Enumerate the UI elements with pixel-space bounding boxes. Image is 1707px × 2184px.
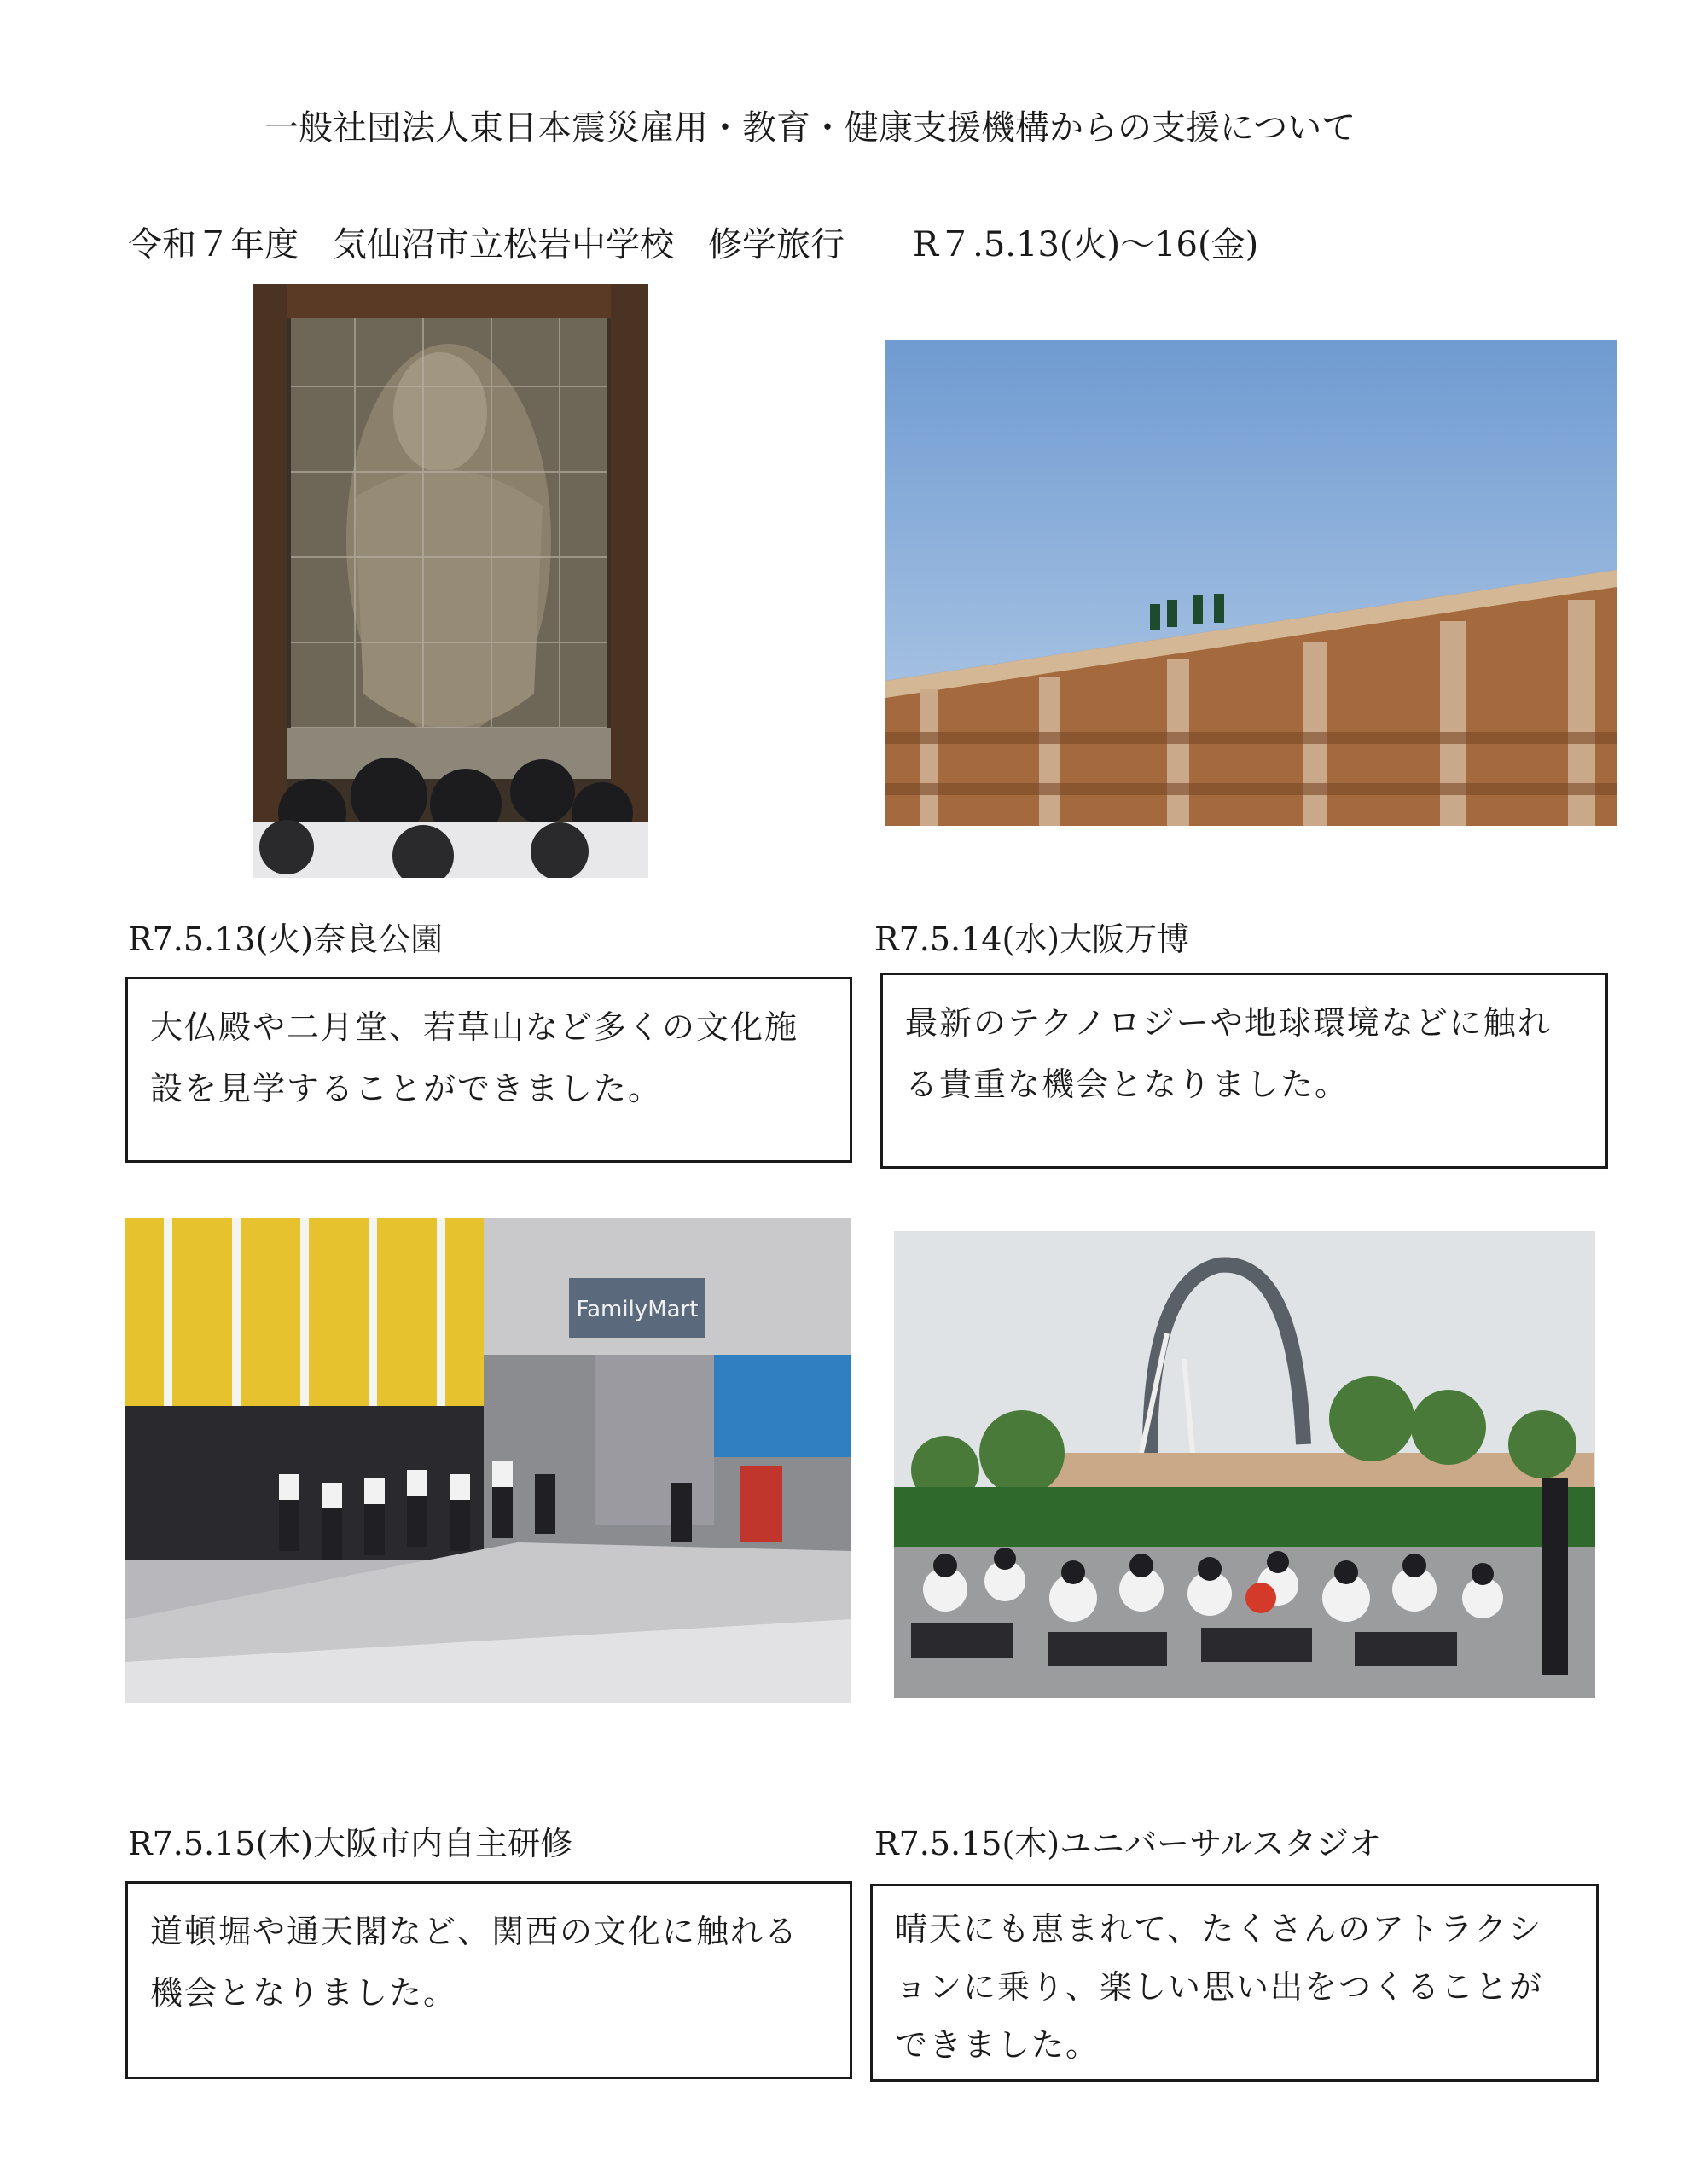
textbox-usj [870, 1884, 1599, 2082]
caption-expo: R7.5.14(水)大阪万博 [874, 921, 1190, 958]
familymart-sign: FamilyMart [576, 1297, 699, 1322]
caption-usj: R7.5.15(木)ユニバーサルスタジオ [874, 1825, 1382, 1862]
trip-dates: R７.5.13(火)～16(金) [913, 225, 1259, 264]
trip-name: 令和７年度 気仙沼市立松岩中学校 修学旅行 [128, 225, 845, 264]
text-osaka-city: 道頓堀や通天閣など、関西の文化に触れる機会となりました。 [150, 1913, 799, 2012]
trip-subtitle [128, 218, 1258, 266]
roller-coaster-students-photo [894, 1231, 1595, 1698]
expo-grand-ring-photo [885, 340, 1617, 826]
text-nara: 大仏殿や二月堂、若草山など多くの文化施設を見学することができました。 [150, 1008, 799, 1107]
textbox-osaka-city [125, 1881, 852, 2079]
nio-guardian-statue-photo [253, 284, 648, 878]
caption-nara: R7.5.13(火)奈良公園 [128, 921, 444, 958]
textbox-nara [125, 977, 852, 1163]
osaka-street-students-photo [125, 1218, 851, 1703]
page-title: 一般社団法人東日本震災雇用・教育・健康支援機構からの支援について [264, 108, 1356, 148]
caption-osaka-city: R7.5.15(木)大阪市内自主研修 [128, 1825, 573, 1862]
text-expo: 最新のテクノロジーや地球環境などに触れる貴重な機会となりました。 [905, 1004, 1552, 1103]
textbox-expo [880, 973, 1608, 1169]
text-usj: 晴天にも恵まれて、たくさんのアトラクションに乗り、楽しい思い出をつくることができました。 [895, 1910, 1544, 2064]
